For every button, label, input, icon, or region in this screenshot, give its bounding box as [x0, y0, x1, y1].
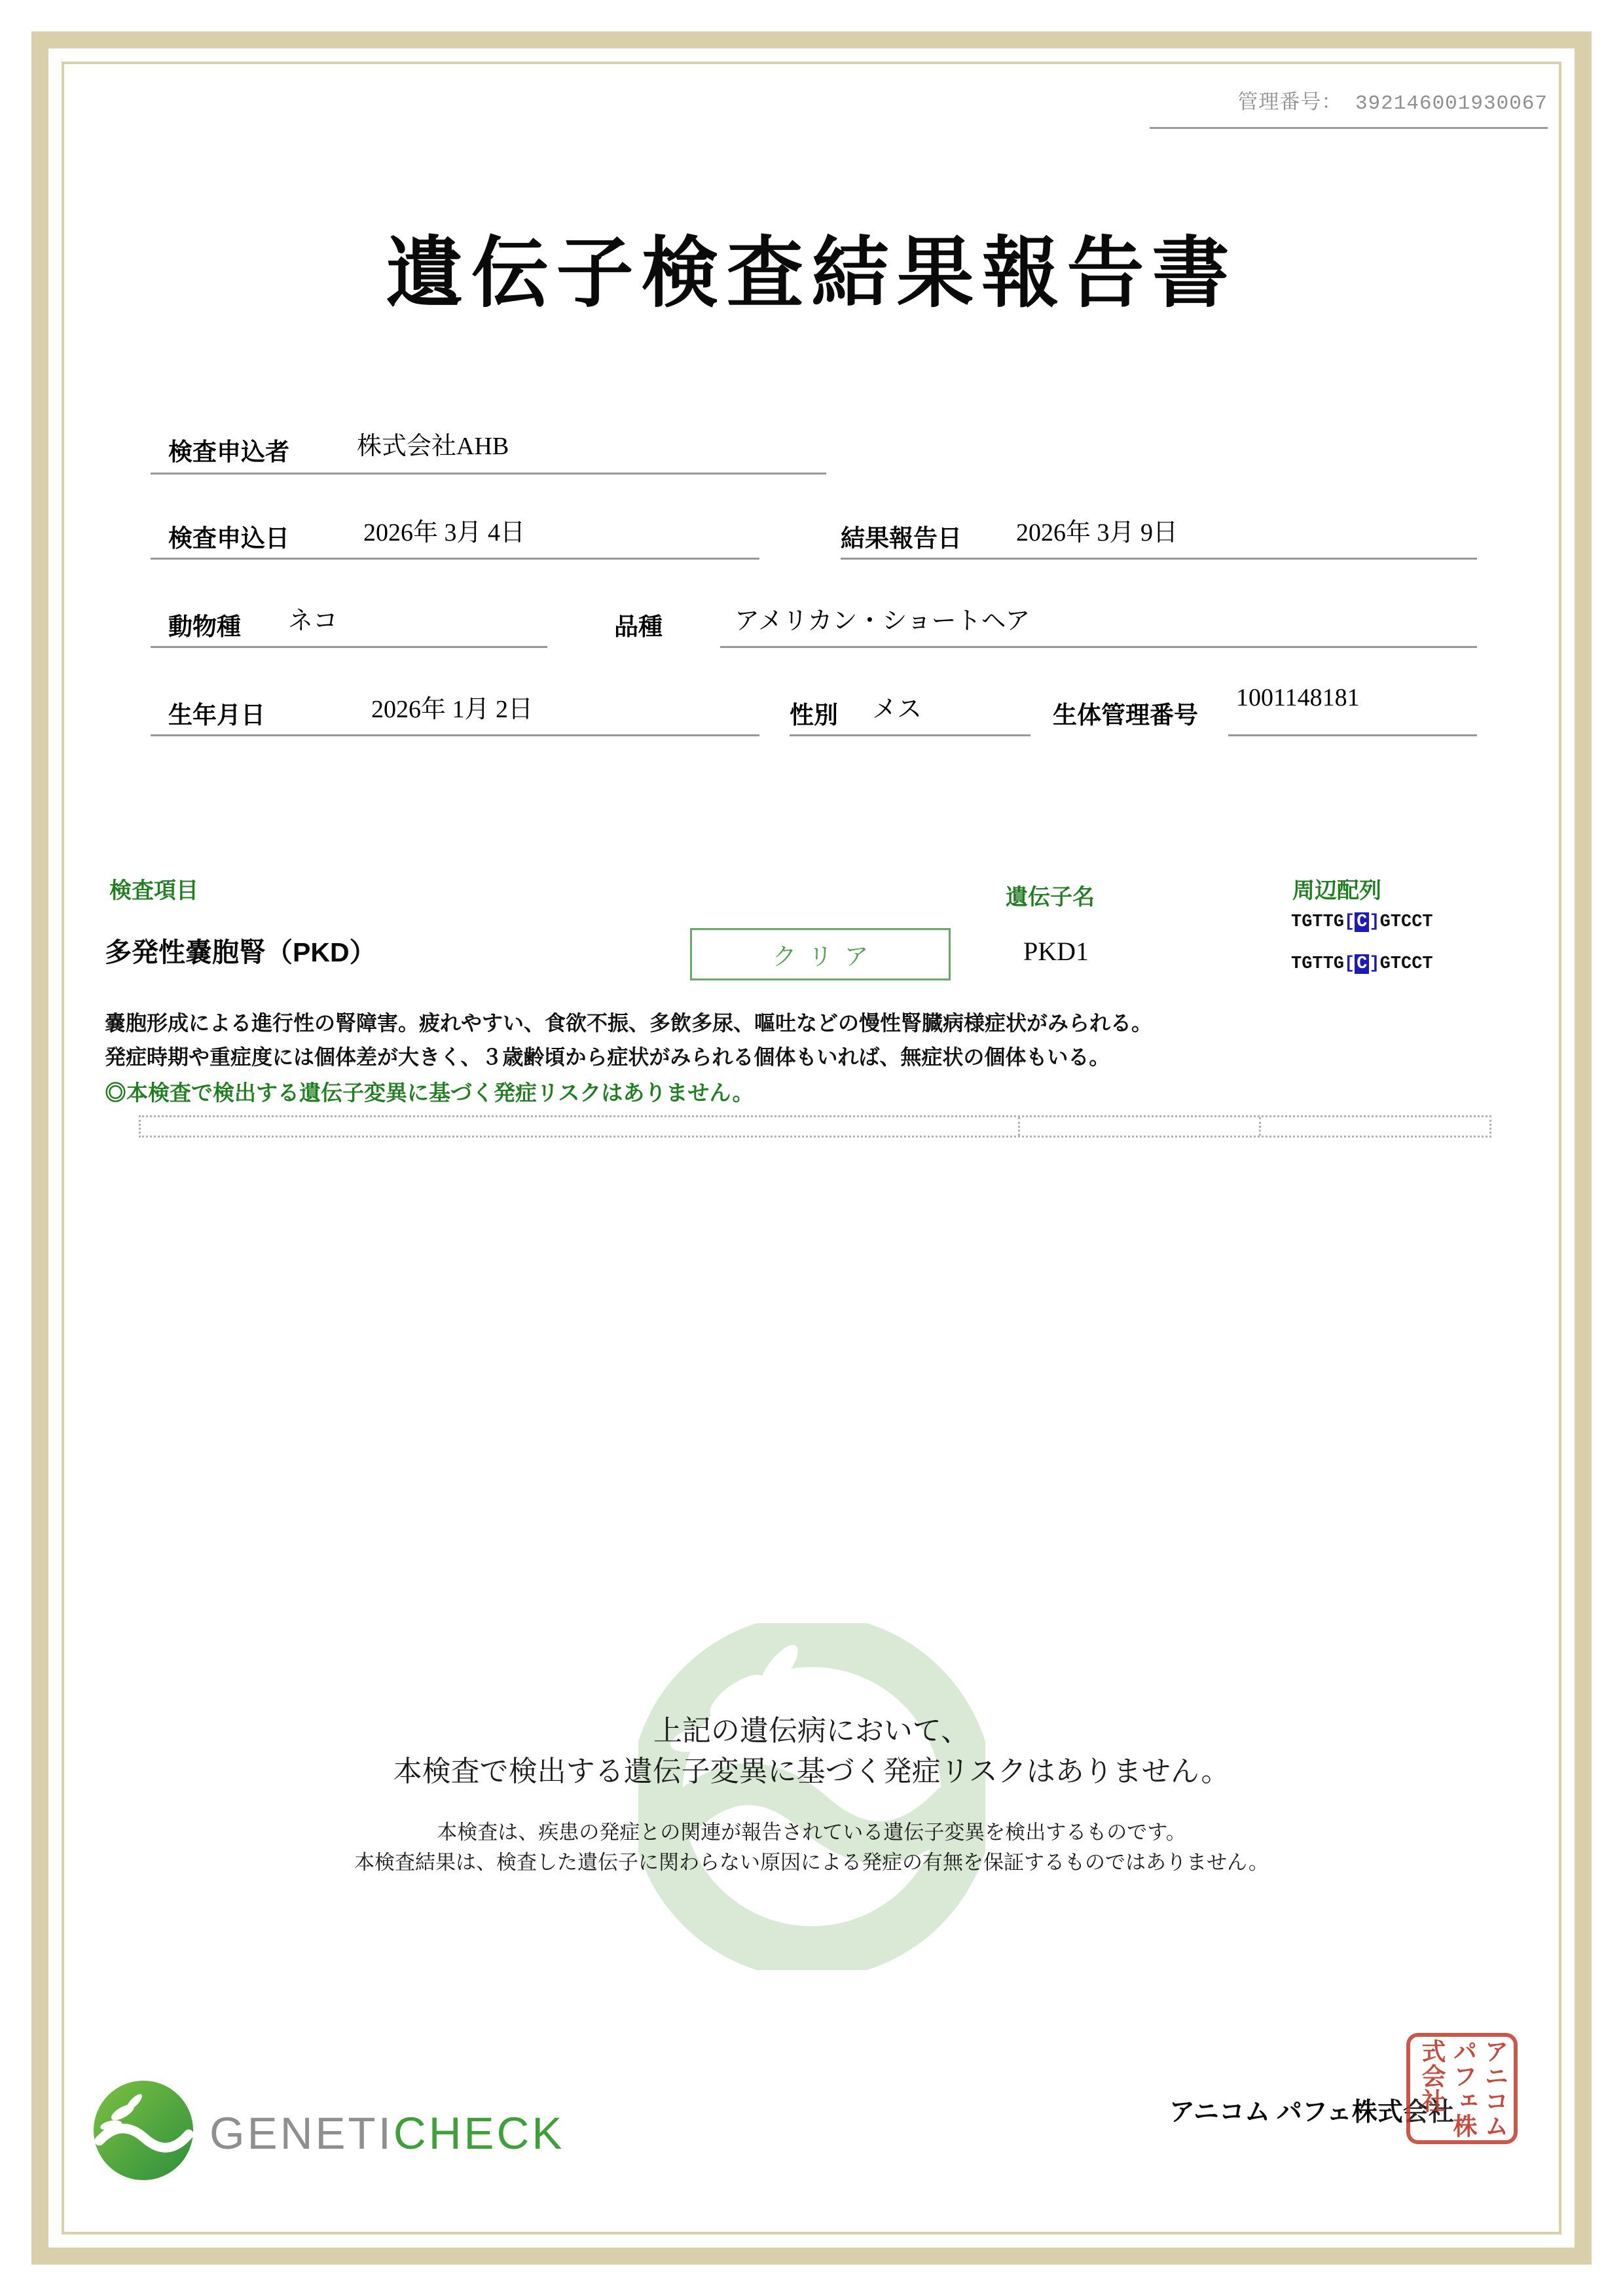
- sequence-variant: C: [1355, 912, 1369, 932]
- logo-text-check: CHECK: [393, 2108, 565, 2159]
- breed-label: 品種: [614, 614, 663, 641]
- sequence-bracket-open: [: [1344, 954, 1355, 974]
- field-underline: [841, 558, 1477, 560]
- sex-label: 性別: [790, 702, 838, 729]
- summary-line-2: 本検査で検出する遺伝子変異に基づく発症リスクはありません。: [393, 1755, 1230, 1787]
- gene-name: PKD1: [1023, 937, 1089, 966]
- sequence-row: [1291, 912, 1433, 932]
- report-date-value: 2026年 3月 9日: [1016, 519, 1178, 547]
- field-underline: [151, 558, 759, 560]
- summary-note-1: 本検査は、疾患の発症との関連が報告されている遺伝子変異を検出するものです。: [437, 1821, 1186, 1844]
- animal-id-label: 生体管理番号: [1053, 702, 1198, 729]
- species-value: ネコ: [288, 607, 338, 635]
- sequence-prefix: TGTTG: [1291, 954, 1345, 974]
- sequence-bracket-close: ]: [1369, 954, 1380, 974]
- logo-text-geneti: GENETI: [210, 2108, 393, 2159]
- management-number-value: 392146001930067: [1355, 92, 1548, 115]
- results-header-sequence: 周辺配列: [1292, 878, 1381, 903]
- test-item-name: 多発性嚢胞腎（PKD）: [105, 937, 376, 967]
- sequence-prefix: TGTTG: [1291, 912, 1345, 932]
- empty-row-divider: [1018, 1117, 1020, 1136]
- apply-date-value: 2026年 3月 4日: [363, 519, 526, 547]
- geneticheck-logo-icon: [92, 2079, 195, 2182]
- field-underline: [720, 646, 1477, 648]
- results-header-gene: 遺伝子名: [1006, 885, 1095, 910]
- field-underline: [151, 646, 547, 648]
- sequence-row: [1291, 954, 1433, 974]
- company-seal-text: アニコムパフェ株式会社: [1417, 2039, 1508, 2138]
- sequence-bracket-close: ]: [1369, 912, 1380, 932]
- sequence-suffix: GTCCT: [1379, 954, 1433, 974]
- breed-value: アメリカン・ショートヘア: [735, 607, 1030, 635]
- field-underline: [151, 734, 759, 736]
- company-name: アニコム パフェ株式会社: [1169, 2098, 1454, 2126]
- geneticheck-logo-text: [210, 2108, 564, 2159]
- species-label: 動物種: [168, 614, 241, 641]
- field-underline: [790, 734, 1030, 736]
- birth-date-label: 生年月日: [168, 702, 265, 729]
- sequence-bracket-open: [: [1344, 912, 1355, 932]
- sex-value: メス: [872, 696, 922, 723]
- management-number: [1150, 85, 1548, 129]
- sequence-suffix: GTCCT: [1379, 912, 1433, 932]
- watermark-logo-icon: [638, 1623, 985, 1970]
- disease-description-line-1: 嚢胞形成による進行性の腎障害。疲れやすい、食欲不振、多飲多尿、嘔吐などの慢性腎臓病様症状がみられる。: [105, 1011, 1153, 1035]
- risk-note: ◎本検査で検出する遺伝子変異に基づく発症リスクはありません。: [105, 1081, 754, 1105]
- empty-row-divider: [1259, 1117, 1261, 1136]
- results-header-item: 検査項目: [109, 878, 198, 903]
- applicant-label: 検査申込者: [168, 439, 289, 466]
- birth-date-value: 2026年 1月 2日: [371, 696, 534, 723]
- summary-line-1: 上記の遺伝病において、: [653, 1715, 970, 1747]
- animal-id-value: 1001148181: [1236, 684, 1360, 711]
- summary-note-2: 本検査結果は、検査した遺伝子に関わらない原因による発症の有無を保証するものではありません。: [354, 1851, 1269, 1874]
- apply-date-label: 検査申込日: [168, 526, 289, 552]
- empty-result-row: [139, 1115, 1491, 1138]
- result-status-badge: クリア: [690, 928, 951, 980]
- applicant-value: 株式会社AHB: [357, 433, 509, 460]
- field-underline: [1228, 734, 1477, 736]
- report-date-label: 結果報告日: [841, 526, 962, 552]
- disease-description-line-2: 発症時期や重症度には個体差が大きく、３歳齢頃から症状がみられる個体もいれば、無症状の個体もいる。: [105, 1045, 1110, 1069]
- company-seal: [1406, 2033, 1518, 2144]
- page-title: 遺伝子検査結果報告書: [386, 231, 1237, 317]
- field-underline: [151, 473, 826, 475]
- management-number-label: 管理番号：: [1237, 92, 1343, 115]
- sequence-variant: C: [1355, 954, 1369, 974]
